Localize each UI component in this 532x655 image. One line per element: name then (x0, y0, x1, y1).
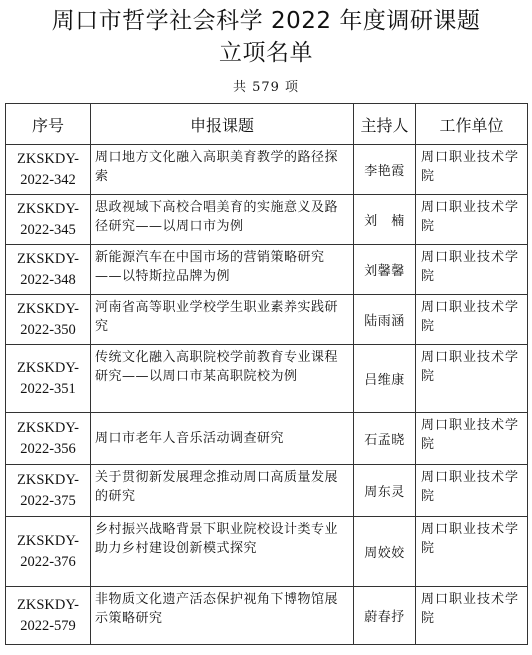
row-host: 周东灵 (354, 465, 416, 517)
row-code: ZKSKDY- 2022-351 (6, 345, 91, 413)
row-code: ZKSKDY- 2022-342 (6, 145, 91, 195)
row-host: 陆雨涵 (354, 295, 416, 345)
row-unit: 周口职业技术学院 (416, 587, 528, 645)
row-code: ZKSKDY- 2022-345 (6, 195, 91, 245)
row-topic: 关于贯彻新发展理念推动周口高质量发展的研究 (91, 465, 354, 517)
item-count: 共 579 项 (232, 80, 300, 95)
table-row (6, 195, 528, 245)
row-host: 刘 楠 (354, 195, 416, 245)
row-unit: 周口职业技术学院 (416, 413, 528, 465)
row-unit: 周口职业技术学院 (416, 465, 528, 517)
row-topic: 河南省高等职业学校学生职业素养实践研究 (91, 295, 354, 345)
header-index: 序号 (6, 104, 91, 145)
header-topic: 申报课题 (91, 104, 354, 145)
row-host: 周姣姣 (354, 517, 416, 587)
row-unit: 周口职业技术学院 (416, 245, 528, 295)
document-title: 周口市哲学社会科学 2022 年度调研课题 (51, 8, 481, 34)
project-list-table (5, 103, 528, 645)
document-subtitle: 立项名单 (219, 40, 313, 66)
header-host: 主持人 (354, 104, 416, 145)
row-topic: 思政视域下高校合唱美育的实施意义及路径研究——以周口市为例 (91, 195, 354, 245)
row-host: 吕维康 (354, 345, 416, 413)
row-code: ZKSKDY- 2022-348 (6, 245, 91, 295)
row-host: 蔚春抒 (354, 587, 416, 645)
table-row (6, 587, 528, 645)
row-host: 李艳霞 (354, 145, 416, 195)
row-topic: 传统文化融入高职院校学前教育专业课程研究——以周口市某高职院校为例 (91, 345, 354, 413)
row-topic: 非物质文化遗产活态保护视角下博物馆展示策略研究 (91, 587, 354, 645)
table-row (6, 465, 528, 517)
row-topic: 乡村振兴战略背景下职业院校设计类专业助力乡村建设创新模式探究 (91, 517, 354, 587)
row-code: ZKSKDY- 2022-356 (6, 413, 91, 465)
row-unit: 周口职业技术学院 (416, 517, 528, 587)
table-row (6, 145, 528, 195)
row-code: ZKSKDY- 2022-350 (6, 295, 91, 345)
row-code: ZKSKDY- 2022-376 (6, 517, 91, 587)
header-unit: 工作单位 (416, 104, 528, 145)
table-row (6, 245, 528, 295)
row-topic: 周口市老年人音乐活动调查研究 (91, 413, 354, 465)
row-topic: 新能源汽车在中国市场的营销策略研究——以特斯拉品牌为例 (91, 245, 354, 295)
row-host: 刘馨馨 (354, 245, 416, 295)
row-unit: 周口职业技术学院 (416, 295, 528, 345)
row-host: 石孟晓 (354, 413, 416, 465)
table-row (6, 517, 528, 587)
row-topic: 周口地方文化融入高职美育教学的路径探索 (91, 145, 354, 195)
row-unit: 周口职业技术学院 (416, 145, 528, 195)
table-header-row (6, 104, 528, 145)
table-row (6, 295, 528, 345)
table-row (6, 345, 528, 413)
row-unit: 周口职业技术学院 (416, 345, 528, 413)
row-code: ZKSKDY- 2022-375 (6, 465, 91, 517)
table-row (6, 413, 528, 465)
row-code: ZKSKDY- 2022-579 (6, 587, 91, 645)
row-unit: 周口职业技术学院 (416, 195, 528, 245)
